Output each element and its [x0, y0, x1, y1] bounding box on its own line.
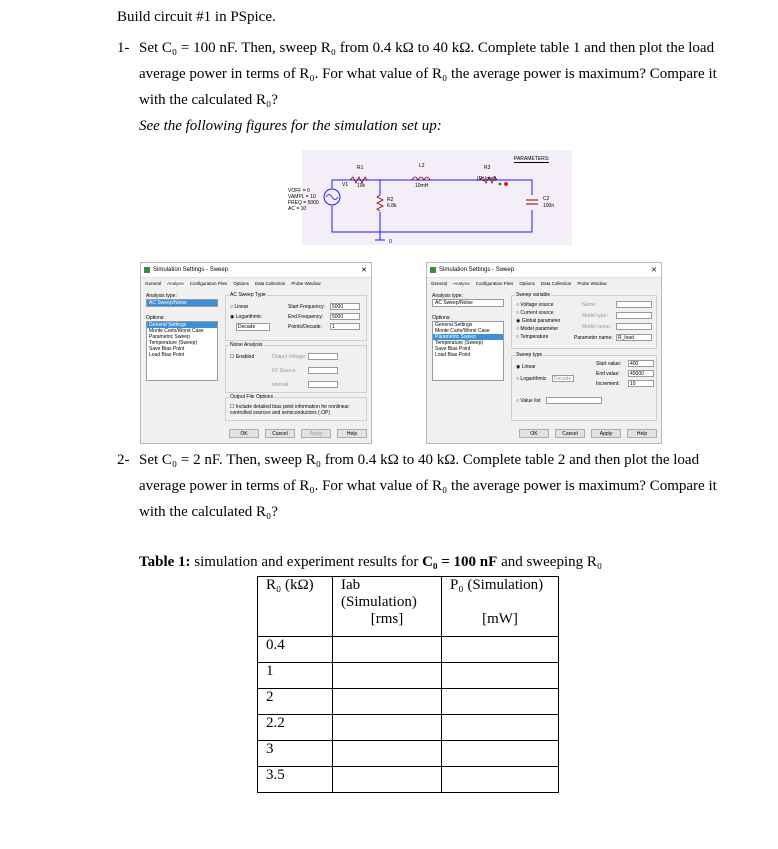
- sweep-type-group: [511, 352, 657, 421]
- probe-marker: [504, 182, 508, 186]
- table-row: [258, 767, 559, 793]
- source-params: VOFF = 0 VAMPL = 10 FREQ = 5000 AC = 10: [288, 188, 319, 212]
- table-caption: [139, 549, 602, 575]
- ok-button[interactable]: OK: [229, 429, 259, 438]
- po-cell[interactable]: [442, 663, 559, 689]
- log-radio[interactable]: ○ Logarithmic: [516, 376, 547, 382]
- ro-cell: 2: [258, 689, 333, 715]
- cancel-button[interactable]: Cancel: [265, 429, 295, 438]
- temperature-radio[interactable]: ○ Temperature: [516, 334, 549, 340]
- r3-name: R3: [484, 165, 491, 171]
- enabled-checkbox[interactable]: ☐ Enabled: [230, 354, 255, 360]
- interval-input[interactable]: [308, 381, 338, 388]
- points-input[interactable]: 1: [330, 323, 360, 330]
- increment-label: Increment:: [596, 381, 620, 387]
- header-ro: R₀ (kΩ): [258, 577, 333, 612]
- iv-source-label: I/V Source:: [272, 368, 297, 374]
- circuit-schematic: [262, 150, 580, 250]
- noise-analysis-label: Noise Analysis: [230, 342, 263, 348]
- unit-ro: [258, 611, 333, 637]
- tab-bar: [427, 278, 661, 289]
- q2-number: 2-: [117, 452, 130, 468]
- tab-data-collection[interactable]: Data Collection: [540, 281, 572, 286]
- caption-label: Table 1:: [139, 554, 191, 570]
- end-value-label: End value:: [596, 371, 620, 377]
- caption-text: simulation and experiment results for: [190, 554, 423, 570]
- increment-input[interactable]: 10: [628, 380, 654, 387]
- option-item[interactable]: Save Bias Point: [435, 346, 471, 352]
- dialog-title: Simulation Settings - Sweep: [439, 267, 515, 273]
- dialog-title-bar: [427, 263, 661, 278]
- q2-line2: average power in terms of R₀. For what value of R₀ the average power is maximum? Compare it: [139, 478, 717, 494]
- v1-label: V1: [342, 182, 349, 188]
- table-row: [258, 689, 559, 715]
- header-po: P₀ (Simulation): [442, 577, 559, 612]
- output-file-label: Output File Options: [230, 394, 274, 400]
- option-item[interactable]: Parametric Sweep: [433, 334, 503, 340]
- simulation-settings-dialog-left: [140, 262, 372, 444]
- interval-label: Interval:: [272, 382, 290, 388]
- ro-cell: 0.4: [258, 637, 333, 663]
- start-value-label: Start value:: [596, 361, 622, 367]
- tab-analysis[interactable]: Analysis: [453, 281, 470, 286]
- options-list[interactable]: [146, 321, 218, 381]
- po-cell[interactable]: [442, 767, 559, 793]
- analysis-type-label: Analysis type:: [432, 293, 463, 299]
- tab-general[interactable]: General: [431, 281, 448, 286]
- iab-cell[interactable]: [333, 741, 442, 767]
- name-label: Name:: [582, 302, 597, 308]
- tab-bar: [141, 278, 371, 289]
- option-item[interactable]: General Settings: [147, 322, 217, 328]
- sweep-variable-label: Sweep variable: [516, 292, 551, 298]
- analysis-type-label: Analysis type:: [146, 293, 177, 299]
- cancel-button[interactable]: Cancel: [555, 429, 585, 438]
- options-label: Options:: [146, 315, 165, 321]
- iab-cell[interactable]: [333, 637, 442, 663]
- tab-general[interactable]: General: [145, 281, 162, 286]
- start-value-input[interactable]: 400: [628, 360, 654, 367]
- q1-line2: average power in terms of R₀. For what value of R₀ the average power is maximum? Compare it: [139, 66, 717, 82]
- po-cell[interactable]: [442, 741, 559, 767]
- decade-select[interactable]: Decade: [552, 375, 574, 382]
- iab-cell[interactable]: [333, 689, 442, 715]
- analysis-type-select[interactable]: AC Sweep/Noise: [146, 299, 218, 307]
- c2-value: 100n: [543, 203, 555, 209]
- iab-cell[interactable]: [333, 767, 442, 793]
- option-item[interactable]: Load Bias Point: [435, 352, 471, 358]
- ro-cell: 1: [258, 663, 333, 689]
- current-source-radio[interactable]: ○ Current source: [516, 310, 554, 316]
- table-row: [258, 715, 559, 741]
- app-icon: [430, 267, 436, 273]
- value-list-input[interactable]: [546, 397, 602, 404]
- option-item[interactable]: Temperature (Sweep): [435, 340, 484, 346]
- q1-line1: Set C₀ = 100 nF. Then, sweep R₀ from 0.4 kΩ to 40 kΩ. Complete table 1 and then plot the load: [139, 40, 715, 56]
- name-input[interactable]: [616, 301, 652, 308]
- r2-value: 6.8k: [387, 203, 397, 209]
- r2-name: R2: [387, 197, 394, 203]
- sweep-type-label: Sweep type: [516, 352, 543, 358]
- ac-sweep-label: AC Sweep Type: [230, 292, 266, 298]
- dialog-title: Simulation Settings - Sweep: [153, 267, 229, 273]
- q1-number: 1-: [117, 40, 130, 56]
- log-radio[interactable]: ◉ Logarithmic: [230, 314, 262, 320]
- q1-line3: with the calculated R₀?: [139, 92, 278, 108]
- caption-capacitance: C₀ = 100 nF: [422, 554, 498, 570]
- option-item[interactable]: Load Bias Point: [149, 352, 185, 358]
- tab-probe-window[interactable]: Probe Window: [577, 281, 607, 286]
- model-parameter-radio[interactable]: ○ Model parameter: [516, 326, 559, 332]
- output-file-group: [225, 394, 367, 421]
- sweep-variable-group: [511, 292, 657, 349]
- option-item[interactable]: Save Bias Point: [149, 346, 185, 352]
- parameters-label: PARAMETERS:: [514, 156, 550, 162]
- po-cell[interactable]: [442, 715, 559, 741]
- tab-options[interactable]: Options: [519, 281, 535, 286]
- start-freq-input[interactable]: 5000: [330, 303, 360, 310]
- end-freq-input[interactable]: 5000: [330, 313, 360, 320]
- end-freq-label: End Frequency:: [288, 314, 324, 320]
- iv-source-input[interactable]: [308, 367, 338, 374]
- table-units-row: [258, 611, 559, 637]
- table-row: [258, 663, 559, 689]
- model-type-select[interactable]: [616, 312, 652, 319]
- dialog-title-bar: [141, 263, 371, 278]
- ro-cell: 3.5: [258, 767, 333, 793]
- analysis-type-select[interactable]: AC Sweep/Noise: [432, 299, 504, 307]
- option-item[interactable]: Monte Carlo/Worst Case: [149, 328, 204, 334]
- iab-cell[interactable]: [333, 715, 442, 741]
- decade-select[interactable]: Decade: [236, 323, 270, 331]
- model-name-input[interactable]: [616, 323, 652, 330]
- option-item[interactable]: Monte Carlo/Worst Case: [435, 328, 490, 334]
- points-label: Points/Decade:: [288, 324, 322, 330]
- include-detailed-checkbox[interactable]: ☐ Include detailed bias point information for nonlinear controlled sources and semiconductors (.OP): [230, 404, 350, 416]
- tab-configuration-files[interactable]: Configuration Files: [189, 281, 228, 286]
- value-list-radio[interactable]: ○ Value list: [516, 398, 541, 404]
- apply-button[interactable]: Apply: [591, 429, 621, 438]
- help-button[interactable]: Help: [337, 429, 367, 438]
- tab-data-collection[interactable]: Data Collection: [254, 281, 286, 286]
- caption-end: and sweeping R₀: [497, 554, 603, 570]
- unit-po: [mW]: [442, 611, 559, 637]
- simulation-settings-dialog-right: [426, 262, 662, 444]
- ro-cell: 3: [258, 741, 333, 767]
- ground-label: 0: [389, 239, 392, 245]
- page-heading: Build circuit #1 in PSpice.: [117, 9, 276, 25]
- q1-note: See the following figures for the simulation set up:: [139, 118, 442, 134]
- tab-options[interactable]: Options: [233, 281, 249, 286]
- ro-cell: 2.2: [258, 715, 333, 741]
- q2-line3: with the calculated R₀?: [139, 504, 278, 520]
- help-button[interactable]: Help: [627, 429, 657, 438]
- option-item[interactable]: Parametric Sweep: [149, 334, 190, 340]
- apply-button[interactable]: Apply: [301, 429, 331, 438]
- results-table: [257, 576, 559, 793]
- q2-line1: Set C₀ = 2 nF. Then, sweep R₀ from 0.4 kΩ to 40 kΩ. Complete table 2 and then plot the load: [139, 452, 700, 468]
- linear-radio[interactable]: ◉ Linear: [516, 364, 536, 370]
- start-freq-label: Start Frequency:: [288, 304, 325, 310]
- iab-cell[interactable]: [333, 663, 442, 689]
- unit-iab: [rms]: [333, 611, 442, 637]
- po-cell[interactable]: [442, 689, 559, 715]
- ok-button[interactable]: OK: [519, 429, 549, 438]
- noise-analysis-group: [225, 342, 367, 393]
- option-item[interactable]: General Settings: [435, 322, 473, 328]
- header-iab: Iab (Simulation): [333, 577, 442, 612]
- table-header-row: [258, 577, 559, 612]
- close-icon[interactable]: ✕: [651, 267, 657, 274]
- po-cell[interactable]: [442, 637, 559, 663]
- tab-configuration-files[interactable]: Configuration Files: [475, 281, 514, 286]
- option-item[interactable]: Temperature (Sweep): [149, 340, 198, 346]
- tab-analysis[interactable]: Analysis: [167, 281, 184, 286]
- linear-radio[interactable]: ○ Linear: [230, 304, 249, 310]
- app-icon: [144, 267, 150, 273]
- tab-probe-window[interactable]: Probe Window: [291, 281, 321, 286]
- output-voltage-label: Output Voltage:: [272, 354, 307, 360]
- l2-value: 10mH: [415, 183, 429, 189]
- r3-value: {R_load}: [477, 176, 497, 182]
- global-parameter-radio[interactable]: ◉ Global parameter: [516, 318, 561, 324]
- voltage-source-radio[interactable]: ○ Voltage source: [516, 302, 554, 308]
- output-voltage-input[interactable]: [308, 353, 338, 360]
- c2-name: C2: [543, 196, 550, 202]
- parameter-name-label: Parameter name:: [574, 335, 613, 341]
- ac-sweep-group: [225, 292, 367, 341]
- close-icon[interactable]: ✕: [361, 267, 367, 274]
- r1-name: R1: [357, 165, 364, 171]
- options-list[interactable]: [432, 321, 504, 381]
- l2-name: L2: [419, 163, 425, 169]
- table-row: [258, 637, 559, 663]
- table-row: [258, 741, 559, 767]
- parameter-name-input[interactable]: R_load: [616, 334, 652, 341]
- model-type-label: Model type:: [582, 313, 608, 319]
- r1-value: 10k: [357, 183, 366, 189]
- model-name-label: Model name:: [582, 324, 611, 330]
- end-value-input[interactable]: 40000: [628, 370, 654, 377]
- options-label: Options:: [432, 315, 451, 321]
